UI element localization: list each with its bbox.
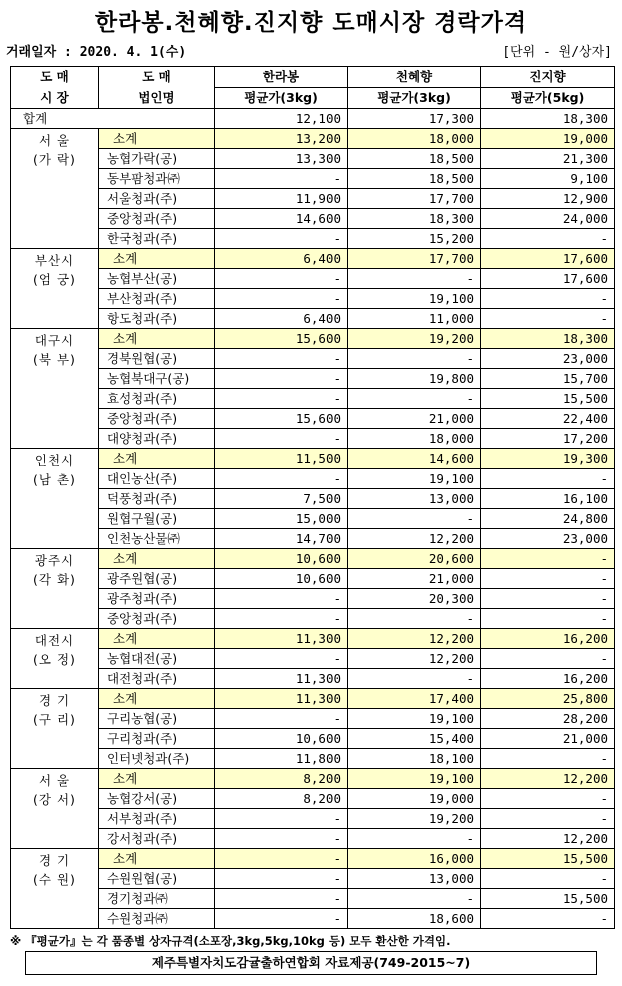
market-city: 서 울 <box>38 133 71 148</box>
corp-name: 인터넷청과(주) <box>99 749 215 769</box>
price-value: 7,500 <box>215 489 348 509</box>
price-value: - <box>348 889 481 909</box>
corp-name: 효성청과(주) <box>99 389 215 409</box>
price-value: 21,300 <box>481 149 615 169</box>
table-row <box>11 229 615 249</box>
subtotal-row <box>11 549 615 569</box>
price-value: 12,200 <box>348 649 481 669</box>
table-row <box>11 529 615 549</box>
price-value: 11,300 <box>215 669 348 689</box>
subtotal-value: 14,600 <box>348 449 481 469</box>
price-value: 24,800 <box>481 509 615 529</box>
price-value: - <box>215 369 348 389</box>
table-row <box>11 609 615 629</box>
price-value: 14,700 <box>215 529 348 549</box>
subtotal-value: 15,500 <box>481 849 615 869</box>
corp-name: 농협강서(공) <box>99 789 215 809</box>
table-row <box>11 789 615 809</box>
corp-name: 구리농협(공) <box>99 709 215 729</box>
subtotal-value: 15,600 <box>215 329 348 349</box>
price-value: 11,900 <box>215 189 348 209</box>
corp-name: 강서청과(주) <box>99 829 215 849</box>
price-value: 19,100 <box>348 289 481 309</box>
corp-name: 수원청과㈜ <box>99 909 215 929</box>
price-value: - <box>348 389 481 409</box>
price-value: - <box>215 389 348 409</box>
price-value: 18,600 <box>348 909 481 929</box>
subtotal-value: 25,800 <box>481 689 615 709</box>
price-value: 17,200 <box>481 429 615 449</box>
price-value: - <box>481 589 615 609</box>
corp-name: 경기청과㈜ <box>99 889 215 909</box>
price-value: 21,000 <box>481 729 615 749</box>
table-row <box>11 869 615 889</box>
price-value: - <box>348 349 481 369</box>
market-district: (수 원) <box>33 872 76 887</box>
price-value: 19,200 <box>348 809 481 829</box>
header-unit-1: 평균가(3kg) <box>215 88 348 109</box>
price-value: 12,200 <box>348 529 481 549</box>
price-value: 13,000 <box>348 869 481 889</box>
subtotal-row <box>11 629 615 649</box>
price-value: - <box>215 709 348 729</box>
subtotal-value: 17,600 <box>481 249 615 269</box>
table-row <box>11 209 615 229</box>
price-value: 15,700 <box>481 369 615 389</box>
price-value: - <box>215 469 348 489</box>
corp-name: 중앙청과(주) <box>99 209 215 229</box>
corp-name: 농협북대구(공) <box>99 369 215 389</box>
price-value: - <box>481 609 615 629</box>
table-row <box>11 309 615 329</box>
subtotal-row <box>11 769 615 789</box>
price-value: 10,600 <box>215 569 348 589</box>
subtotal-row <box>11 849 615 869</box>
price-value: 8,200 <box>215 789 348 809</box>
price-value: - <box>215 609 348 629</box>
subtotal-row <box>11 689 615 709</box>
market-district: (가 락) <box>33 152 76 167</box>
price-value: - <box>215 589 348 609</box>
subtotal-value: 13,200 <box>215 129 348 149</box>
table-row <box>11 389 615 409</box>
subtotal-value: 11,500 <box>215 449 348 469</box>
subtotal-row <box>11 249 615 269</box>
subtotal-label: 소계 <box>99 849 215 869</box>
market-name <box>11 129 99 249</box>
table-row <box>11 429 615 449</box>
table-row <box>11 669 615 689</box>
price-value: 23,000 <box>481 529 615 549</box>
price-value: - <box>481 869 615 889</box>
table-row <box>11 149 615 169</box>
subtotal-row <box>11 129 615 149</box>
corp-name: 서울청과(주) <box>99 189 215 209</box>
corp-name: 대인농산(주) <box>99 469 215 489</box>
price-value: 19,100 <box>348 709 481 729</box>
price-value: - <box>215 429 348 449</box>
price-value: 15,500 <box>481 389 615 409</box>
corp-name: 대전청과(주) <box>99 669 215 689</box>
market-city: 인천시 <box>34 453 75 468</box>
price-value: 20,300 <box>348 589 481 609</box>
table-row <box>11 349 615 369</box>
price-value: - <box>348 269 481 289</box>
market-district: (남 촌) <box>33 472 76 487</box>
header-corp-2: 법인명 <box>99 88 215 109</box>
corp-name: 원협구월(공) <box>99 509 215 529</box>
corp-name: 서부청과(주) <box>99 809 215 829</box>
subtotal-label: 소계 <box>99 129 215 149</box>
price-value: - <box>215 289 348 309</box>
market-name <box>11 549 99 629</box>
table-row <box>11 749 615 769</box>
data-source: 제주특별자치도감귤출하연합회 자료제공(749-2015~7) <box>25 951 597 975</box>
price-value: - <box>348 829 481 849</box>
price-value: - <box>348 609 481 629</box>
price-value: - <box>348 669 481 689</box>
price-value: - <box>481 749 615 769</box>
corp-name: 항도청과(주) <box>99 309 215 329</box>
market-district: (강 서) <box>33 792 76 807</box>
subtotal-value: 19,300 <box>481 449 615 469</box>
market-city: 대구시 <box>34 333 75 348</box>
price-value: 16,100 <box>481 489 615 509</box>
total-row <box>11 109 615 129</box>
header-product-1: 한라봉 <box>215 67 348 88</box>
price-value: - <box>481 309 615 329</box>
subtotal-value: 18,000 <box>348 129 481 149</box>
price-value: - <box>481 809 615 829</box>
price-value: 18,500 <box>348 149 481 169</box>
corp-name: 농협가락(공) <box>99 149 215 169</box>
subtotal-label: 소계 <box>99 549 215 569</box>
market-city: 서 울 <box>38 773 71 788</box>
market-city: 경 기 <box>38 853 71 868</box>
price-value: 24,000 <box>481 209 615 229</box>
subtotal-value: 16,000 <box>348 849 481 869</box>
price-value: 19,100 <box>348 469 481 489</box>
page-title: 한라봉.천혜향.진지향 도매시장 경락가격 <box>94 10 528 36</box>
unit-label: [단위 - 원/상자] <box>502 45 612 60</box>
header-market: 도 매 <box>11 67 99 88</box>
table-row <box>11 369 615 389</box>
subtotal-value: 12,200 <box>481 769 615 789</box>
table-row <box>11 169 615 189</box>
corp-name: 동부팜청과㈜ <box>99 169 215 189</box>
market-name <box>11 249 99 329</box>
price-value: 10,600 <box>215 729 348 749</box>
price-value: 13,000 <box>348 489 481 509</box>
subtotal-value: 11,300 <box>215 689 348 709</box>
market-city: 경 기 <box>38 693 71 708</box>
subtotal-value: 19,100 <box>348 769 481 789</box>
market-city: 부산시 <box>34 253 75 268</box>
price-value: 14,600 <box>215 209 348 229</box>
price-value: 21,000 <box>348 409 481 429</box>
header-product-2: 천혜향 <box>348 67 481 88</box>
table-row <box>11 569 615 589</box>
price-value: - <box>481 649 615 669</box>
price-value: - <box>481 229 615 249</box>
price-value: 15,200 <box>348 229 481 249</box>
market-district: (엄 궁) <box>33 272 76 287</box>
subtotal-row <box>11 329 615 349</box>
price-value: 18,000 <box>348 429 481 449</box>
price-value: - <box>481 789 615 809</box>
table-row <box>11 809 615 829</box>
price-value: - <box>348 509 481 529</box>
price-value: 16,200 <box>481 669 615 689</box>
price-value: 19,000 <box>348 789 481 809</box>
table-row <box>11 469 615 489</box>
price-value: 13,300 <box>215 149 348 169</box>
price-value: - <box>481 569 615 589</box>
total-label: 합계 <box>11 109 215 129</box>
header-unit-2: 평균가(3kg) <box>348 88 481 109</box>
price-value: - <box>215 809 348 829</box>
market-city: 광주시 <box>34 553 75 568</box>
table-row <box>11 189 615 209</box>
table-row <box>11 729 615 749</box>
market-name <box>11 849 99 929</box>
price-value: 19,800 <box>348 369 481 389</box>
price-value: 22,400 <box>481 409 615 429</box>
table-row <box>11 589 615 609</box>
total-value-3: 18,300 <box>481 109 615 129</box>
subtotal-value: 8,200 <box>215 769 348 789</box>
price-table <box>10 66 615 929</box>
market-city: 대전시 <box>34 633 75 648</box>
price-value: - <box>481 469 615 489</box>
subtotal-value: 16,200 <box>481 629 615 649</box>
price-value: 15,400 <box>348 729 481 749</box>
price-value: - <box>215 349 348 369</box>
corp-name: 덕풍청과(주) <box>99 489 215 509</box>
price-value: 15,600 <box>215 409 348 429</box>
market-district: (구 리) <box>33 712 76 727</box>
corp-name: 중앙청과(주) <box>99 609 215 629</box>
corp-name: 농협대전(공) <box>99 649 215 669</box>
price-value: 23,000 <box>481 349 615 369</box>
price-value: 18,100 <box>348 749 481 769</box>
table-row <box>11 509 615 529</box>
market-name <box>11 329 99 449</box>
header-product-3: 진지향 <box>481 67 615 88</box>
subtotal-label: 소계 <box>99 629 215 649</box>
header-market-2: 시 장 <box>11 88 99 109</box>
market-district: (각 화) <box>33 572 76 587</box>
price-value: - <box>215 649 348 669</box>
total-value-2: 17,300 <box>348 109 481 129</box>
corp-name: 농협부산(공) <box>99 269 215 289</box>
price-value: 12,900 <box>481 189 615 209</box>
table-row <box>11 909 615 929</box>
price-value: 17,700 <box>348 189 481 209</box>
market-name <box>11 689 99 769</box>
corp-name: 광주청과(주) <box>99 589 215 609</box>
subtotal-value: 18,300 <box>481 329 615 349</box>
price-value: 15,000 <box>215 509 348 529</box>
price-value: 6,400 <box>215 309 348 329</box>
price-value: - <box>481 909 615 929</box>
corp-name: 중앙청과(주) <box>99 409 215 429</box>
price-value: - <box>215 829 348 849</box>
corp-name: 구리청과(주) <box>99 729 215 749</box>
price-value: - <box>215 229 348 249</box>
subtotal-value: 20,600 <box>348 549 481 569</box>
subtotal-row <box>11 449 615 469</box>
subtotal-value: 17,400 <box>348 689 481 709</box>
corp-name: 경북원협(공) <box>99 349 215 369</box>
price-value: - <box>215 269 348 289</box>
corp-name: 한국청과(주) <box>99 229 215 249</box>
subtotal-value: 17,700 <box>348 249 481 269</box>
table-row <box>11 709 615 729</box>
footnote: ※ 『평균가』는 각 품종별 상자규격(소포장,3kg,5kg,10kg 등) 모두 환산한 가격임. <box>10 934 451 948</box>
total-value-1: 12,100 <box>215 109 348 129</box>
corp-name: 광주원협(공) <box>99 569 215 589</box>
price-value: 11,000 <box>348 309 481 329</box>
table-row <box>11 409 615 429</box>
table-row <box>11 889 615 909</box>
market-district: (오 정) <box>33 652 76 667</box>
subtotal-value: 6,400 <box>215 249 348 269</box>
subtotal-label: 소계 <box>99 769 215 789</box>
header-unit-3: 평균가(5kg) <box>481 88 615 109</box>
subtotal-value: 19,200 <box>348 329 481 349</box>
price-value: - <box>215 909 348 929</box>
corp-name: 부산청과(주) <box>99 289 215 309</box>
table-row <box>11 489 615 509</box>
subtotal-value: - <box>481 549 615 569</box>
subtotal-value: 19,000 <box>481 129 615 149</box>
price-value: - <box>215 869 348 889</box>
header-corp: 도 매 <box>99 67 215 88</box>
subtotal-label: 소계 <box>99 249 215 269</box>
corp-name: 인천농산물㈜ <box>99 529 215 549</box>
price-value: 15,500 <box>481 889 615 909</box>
subtotal-label: 소계 <box>99 689 215 709</box>
market-district: (북 부) <box>33 352 76 367</box>
market-name <box>11 449 99 549</box>
price-value: - <box>481 289 615 309</box>
market-name <box>11 629 99 689</box>
price-value: 9,100 <box>481 169 615 189</box>
subtotal-value: - <box>215 849 348 869</box>
subtotal-label: 소계 <box>99 329 215 349</box>
subtotal-value: 12,200 <box>348 629 481 649</box>
price-value: 18,500 <box>348 169 481 189</box>
subtotal-value: 11,300 <box>215 629 348 649</box>
price-value: - <box>215 889 348 909</box>
table-row <box>11 269 615 289</box>
price-value: 17,600 <box>481 269 615 289</box>
price-value: 18,300 <box>348 209 481 229</box>
price-value: 21,000 <box>348 569 481 589</box>
price-value: 11,800 <box>215 749 348 769</box>
table-row <box>11 289 615 309</box>
corp-name: 대양청과(주) <box>99 429 215 449</box>
subtotal-value: 10,600 <box>215 549 348 569</box>
market-name <box>11 769 99 849</box>
table-row <box>11 649 615 669</box>
corp-name: 수원원협(공) <box>99 869 215 889</box>
trade-date: 거래일자 : 2020. 4. 1(수) <box>6 45 187 60</box>
subtotal-label: 소계 <box>99 449 215 469</box>
table-row <box>11 829 615 849</box>
price-value: 12,200 <box>481 829 615 849</box>
price-value: - <box>215 169 348 189</box>
price-value: 28,200 <box>481 709 615 729</box>
